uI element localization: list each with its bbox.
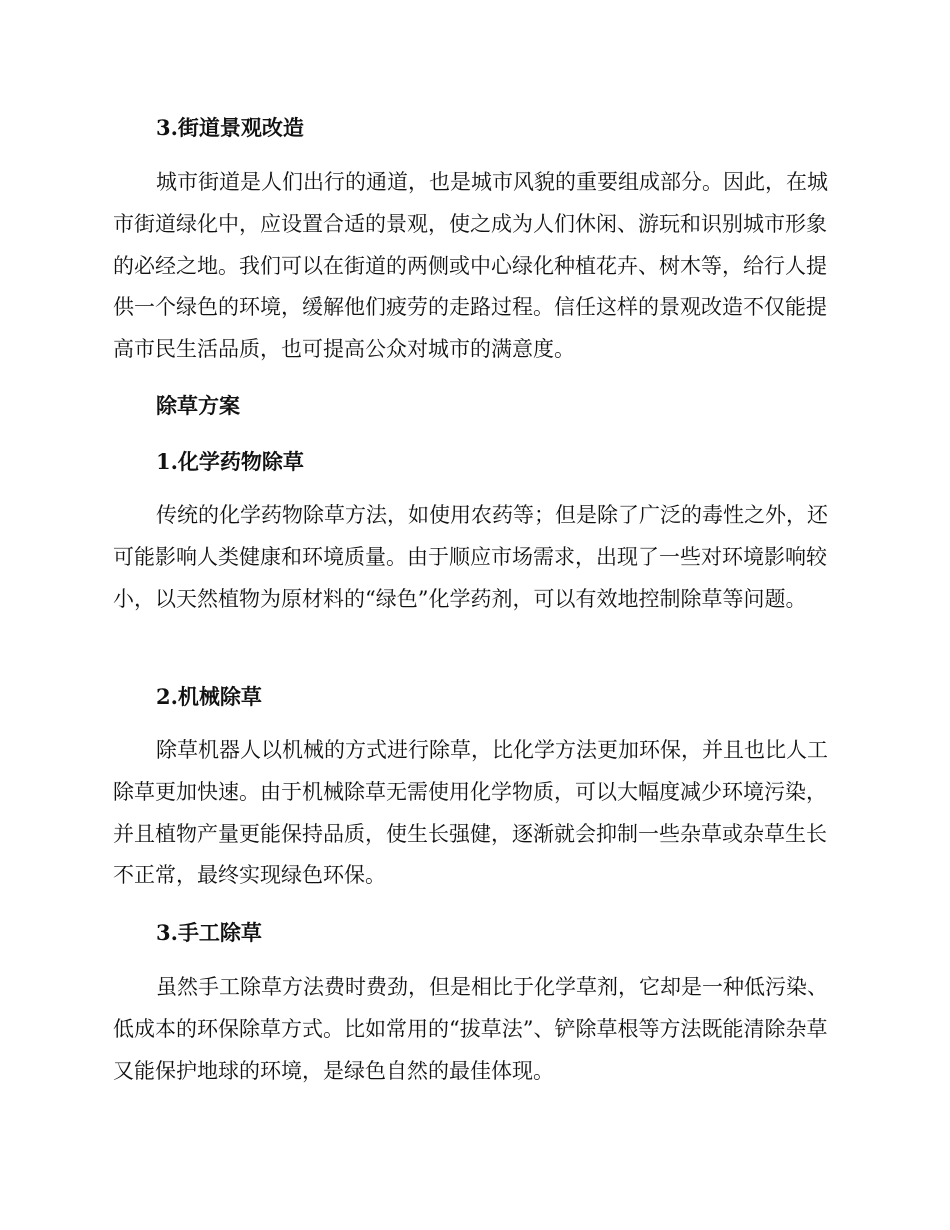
section-heading-chemical-weeding: 1.化学药物除草 [156,449,304,474]
section-heading-mechanical-weeding: 2.机械除草 [156,684,262,709]
section-heading-street-landscape: 3.街道景观改造 [156,115,304,140]
section-heading-weeding-plan: 除草方案 [156,393,240,418]
section-paragraph-street-landscape: 城市街道是人们出行的通道，也是城市风貌的重要组成部分。因此，在城市街道绿化中，应设置合适的景观，使之成为人们休闲、游玩和识别城市形象的必经之地。我们可以在街道的两侧或中心绿化种植花卉、树木等，给行人提供一个绿色的环境，缓解他们疲劳的走路过程。信任这样的景观改造不仅能提高市民生活品质，也可提高公众对城市的满意度。 [113,170,828,362]
section-paragraph-mechanical-weeding: 除草机器人以机械的方式进行除草，比化学方法更加环保，并且也比人工除草更加快速。由于机械除草无需使用化学物质，可以大幅度减少环境污染，并且植物产量更能保持品质，使生长强健，逐渐就会抑制一些杂草或杂草生长不正常，最终实现绿色环保。 [113,738,828,888]
section-paragraph-chemical-weeding: 传统的化学药物除草方法，如使用农药等；但是除了广泛的毒性之外，还可能影响人类健康和环境质量。由于顺应市场需求，出现了一些对环境影响较小，以天然植物为原材料的“绿色”化学药剂，可以有效地控制除草等问题。 [113,503,828,611]
section-paragraph-manual-weeding: 虽然手工除草方法费时费劲，但是相比于化学草剂，它却是一种低污染、低成本的环保除草方式。比如常用的“拔草法”、铲除草根等方法既能清除杂草又能保护地球的环境，是绿色自然的最佳体现。 [113,975,828,1083]
section-heading-manual-weeding: 3.手工除草 [156,920,262,945]
